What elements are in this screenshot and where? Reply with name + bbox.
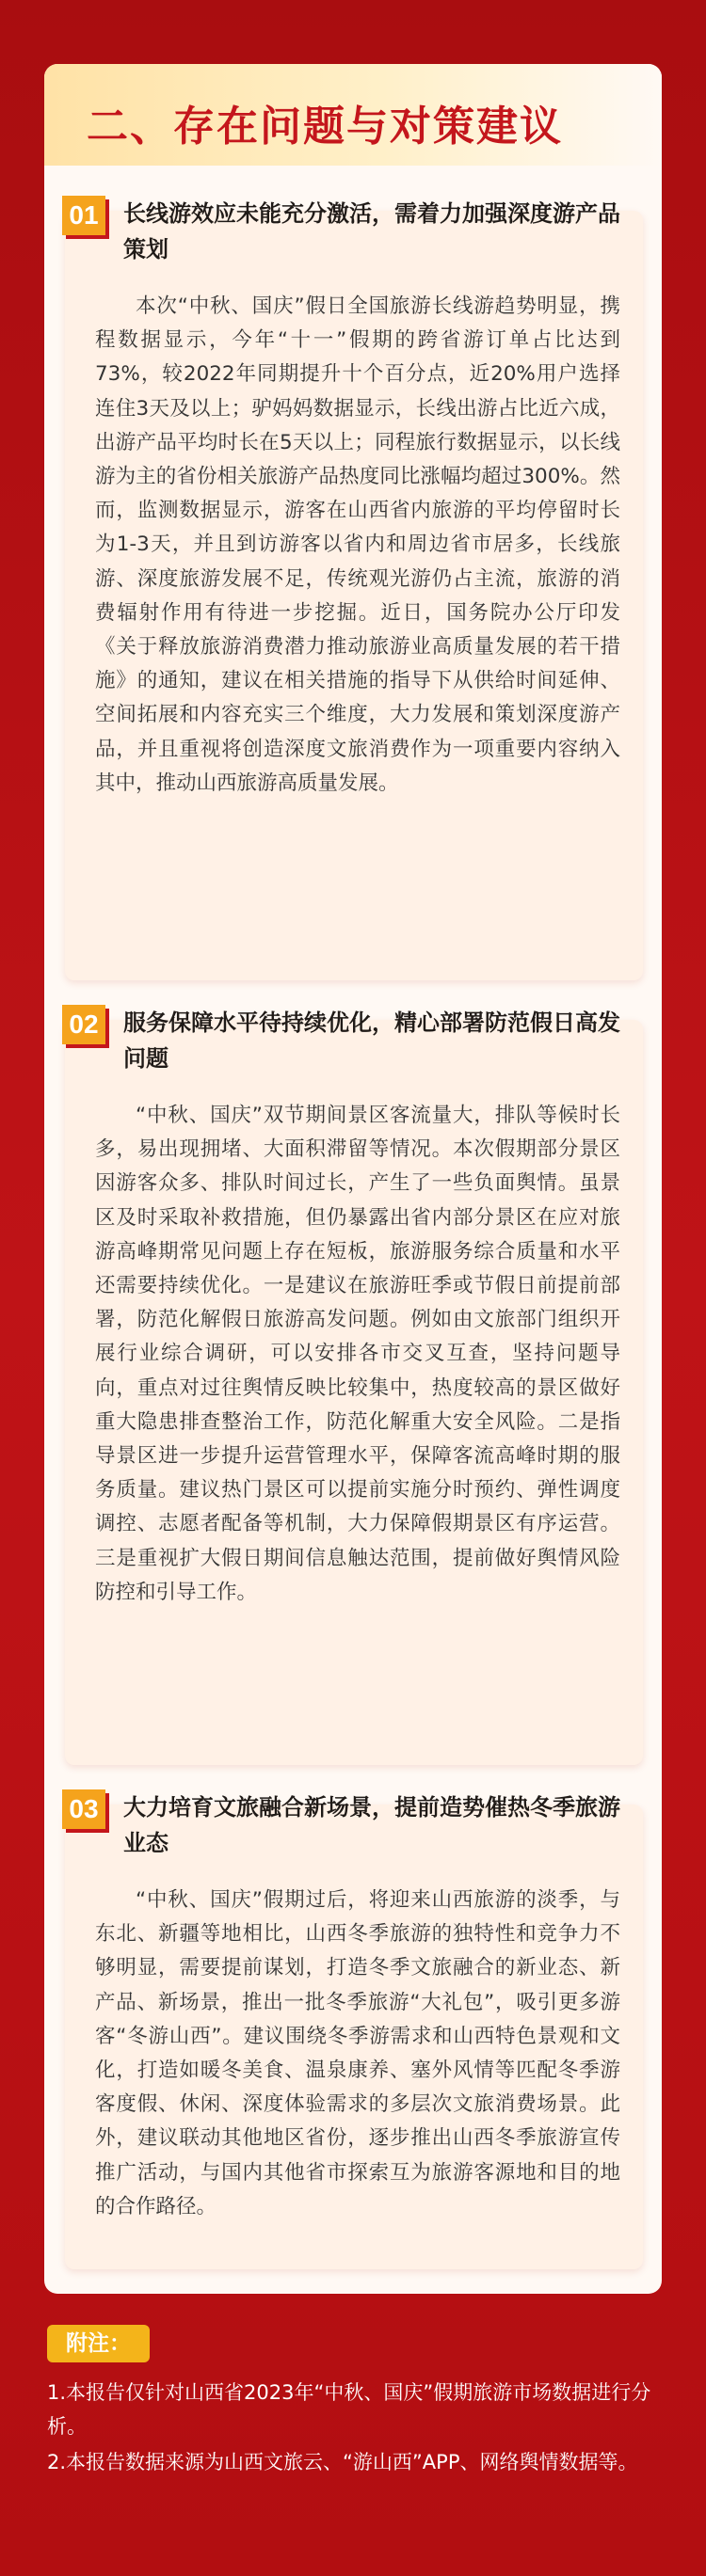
section-heading: 服务保障水平待持续优化，精心部署防范假日高发问题 — [123, 1010, 620, 1072]
section-number-badge: 03 — [62, 1789, 105, 1829]
section-number-badge: 01 — [62, 196, 105, 235]
section-body: “中秋、国庆”双节期间景区客流量大，排队等候时长多，易出现拥堵、大面积滞留等情况。本次假期部分景区因游客众多、排队时间过长，产生了一些负面舆情。虽景区及时采取补救措施，但仍暴露出省内部分景区在应对旅游高峰期常见问题上存在短板，旅游服务综合质量和水平还需要持续优化。一是建议在旅游旺季或节假日前提前部署，防范化解假日旅游高发问题。例如由文旅部门组织开展行业综合调研，可以安排各市交叉互查，坚持问题导向，重点对过往舆情反映比较集中，热度较高的景区做好重大隐患排查整治工作，防范化解重大安全风险。二是指导景区进一步提升运营管理水平，保障客流高峰时期的服务质量。建议热门景区可以提前实施分时预约、弹性调度调控、志愿者配备等机制，大力保障假期景区有序运营。三是重视扩大假日期间信息触达范围，提前做好舆情风险防控和引导工作。 — [95, 1104, 620, 1604]
notes-list — [47, 2376, 668, 2481]
section-heading: 大力培育文旅融合新场景，提前造势催热冬季旅游业态 — [123, 1794, 620, 1856]
note-item: 2.本报告数据来源为山西文旅云、“游山西”APP、网络舆情数据等。 — [47, 2451, 638, 2473]
section-body: 本次“中秋、国庆”假日全国旅游长线游趋势明显，携程数据显示，今年“十一”假期的跨省游订单占比达到73%，较2022年同期提升十个百分点，近20%用户选择连住3天及以上；驴妈妈数据显示，长线出游占比近六成，出游产品平均时长在5天以上；同程旅行数据显示，以长线游为主的省份相关旅游产品热度同比涨幅均超过300%。然而，监测数据显示，游客在山西省内旅游的平均停留时长为1-3天，并且到访游客以省内和周边省市居多，长线旅游、深度旅游发展不足，传统观光游仍占主流，旅游的消费辐射作用有待进一步挖掘。近日，国务院办公厅印发《关于释放旅游消费潜力推动旅游业高质量发展的若干措施》的通知，建议在相关措施的指导下从供给时间延伸、空间拓展和内容充实三个维度，大力发展和策划深度游产品，并且重视将创造深度文旅消费作为一项重要内容纳入其中，推动山西旅游高质量发展。 — [95, 294, 620, 795]
section-2 — [65, 1005, 643, 1765]
section-3 — [65, 1789, 643, 2269]
notes-label: 附注： — [47, 2325, 150, 2362]
section-heading: 长线游效应未能充分激活，需着力加强深度游产品策划 — [123, 200, 620, 262]
page-title: 二、存在问题与对策建议 — [87, 103, 563, 151]
content-card — [44, 64, 662, 2294]
section-body: “中秋、国庆”假期过后，将迎来山西旅游的淡季，与东北、新疆等地相比，山西冬季旅游的独特性和竞争力不够明显，需要提前谋划，打造冬季文旅融合的新业态、新产品、新场景，推出一批冬季旅游“大礼包”，吸引更多游客“冬游山西”。建议围绕冬季游需求和山西特色景观和文化，打造如暖冬美食、温泉康养、塞外风情等匹配冬季游客度假、休闲、深度体验需求的多层次文旅消费场景。此外，建议联动其他地区省份，逐步推出山西冬季旅游宣传推广活动，与国内其他省市探索互为旅游客源地和目的地的合作路径。 — [95, 1888, 620, 2218]
section-number-badge: 02 — [62, 1005, 105, 1044]
section-1 — [65, 196, 643, 980]
note-item: 1.本报告仅针对山西省2023年“中秋、国庆”假期旅游市场数据进行分析。 — [47, 2381, 651, 2438]
